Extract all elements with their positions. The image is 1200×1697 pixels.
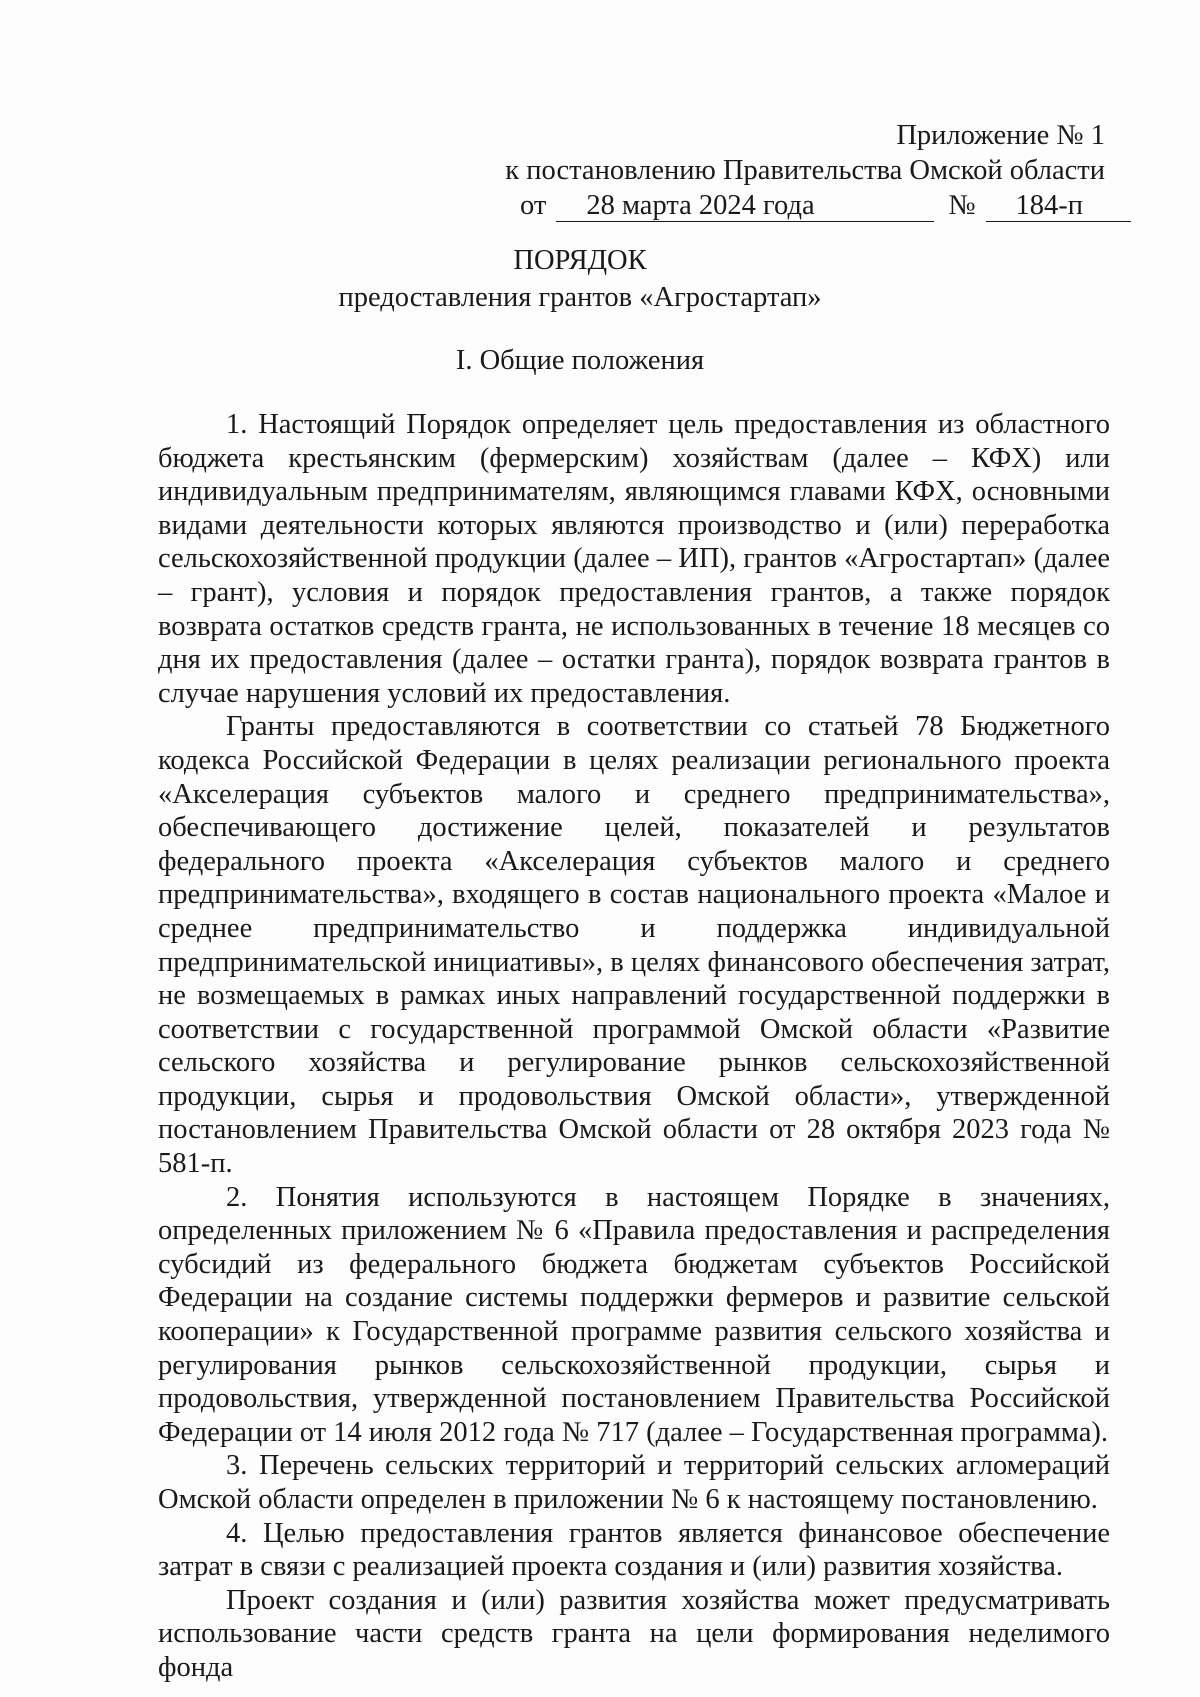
document-body [158, 408, 1110, 1685]
paragraph-3: 3. Перечень сельских территорий и территорий сельских агломераций Омской области определен в приложении № 6 к настоящему постановлению. [158, 1450, 1110, 1515]
paragraph-2: 2. Понятия используются в настоящем Порядке в значениях, определенных приложением № 6 «Правила предоставления и распределения субсидий из федерального бюджета бюджетам субъектов Российской Федерации на создание системы поддержки фермеров и развитие сельской кооперации» к Государственной программе развития сельского хозяйства и регулирования рынков сельскохозяйственной продукции, сырья и продовольствия, утвержденной постановлением Правительства Российской Федерации от 14 июля 2012 года № 717 (далее – Государственная программа). [158, 1181, 1110, 1448]
paragraph-4: 4. Целью предоставления грантов является финансовое обеспечение затрат в связи с реализацией проекта создания и (или) развития хозяйства. [158, 1517, 1110, 1583]
appendix-header [485, 118, 1105, 223]
paragraph-1: 1. Настоящий Порядок определяет цель предоставления из областного бюджета крестьянским (фермерским) хозяйствам (далее – КФХ) или индивидуальным предпринимателям, являющимся главами КФХ, основными видами деятельности которых являются производство и (или) переработка сельскохозяйственной продукции (далее – ИП), грантов «Агростартап» (далее – грант), условия и порядок предоставления грантов, а также порядок возврата остатков средств гранта, не использованных в течение 18 месяцев со дня их предоставления (далее – остатки гранта), порядок возврата грантов в случае нарушения условий их предоставления. [158, 409, 1110, 709]
from-label: от [520, 190, 547, 221]
document-title: ПОРЯДОК [513, 245, 647, 276]
paragraph-grants-basis: Гранты предоставляются в соответствии со статьей 78 Бюджетного кодекса Российской Федерации в целях реализации регионального проекта «Акселерация субъектов малого и среднего предпринимательства», обеспечивающего достижение целей, показателей и результатов федерального проекта «Акселерация субъектов малого и среднего предпринимательства», входящего в состав национального проекта «Малое и среднее предпринимательство и поддержка индивидуальной предпринимательской инициативы», в целях финансового обеспечения затрат, не возмещаемых в рамках иных направлений государственной поддержки в соответствии с государственной программой Омской области «Развитие сельского хозяйства и регулирование рынков сельскохозяйственной продукции, сырья и продовольствия Омской области», утвержденной постановлением Правительства Омской области от 28 октября 2023 года № 581-п. [158, 711, 1110, 1180]
document-subtitle: предоставления грантов «Агростартап» [338, 282, 822, 313]
section-heading: I. Общие положения [455, 345, 705, 376]
resolution-number: 184-п [986, 191, 1131, 222]
appendix-resolution-ref: к постановлению Правительства Омской области [505, 155, 1105, 186]
number-label: № [948, 190, 976, 221]
resolution-date: 28 марта 2024 года [556, 191, 934, 222]
appendix-number: Приложение № 1 [896, 120, 1105, 151]
resolution-date-number-row [520, 188, 1105, 223]
paragraph-project: Проект создания и (или) развития хозяйства может предусматривать использование части средств гранта на цели формирования неделимого фонда [158, 1584, 1110, 1683]
